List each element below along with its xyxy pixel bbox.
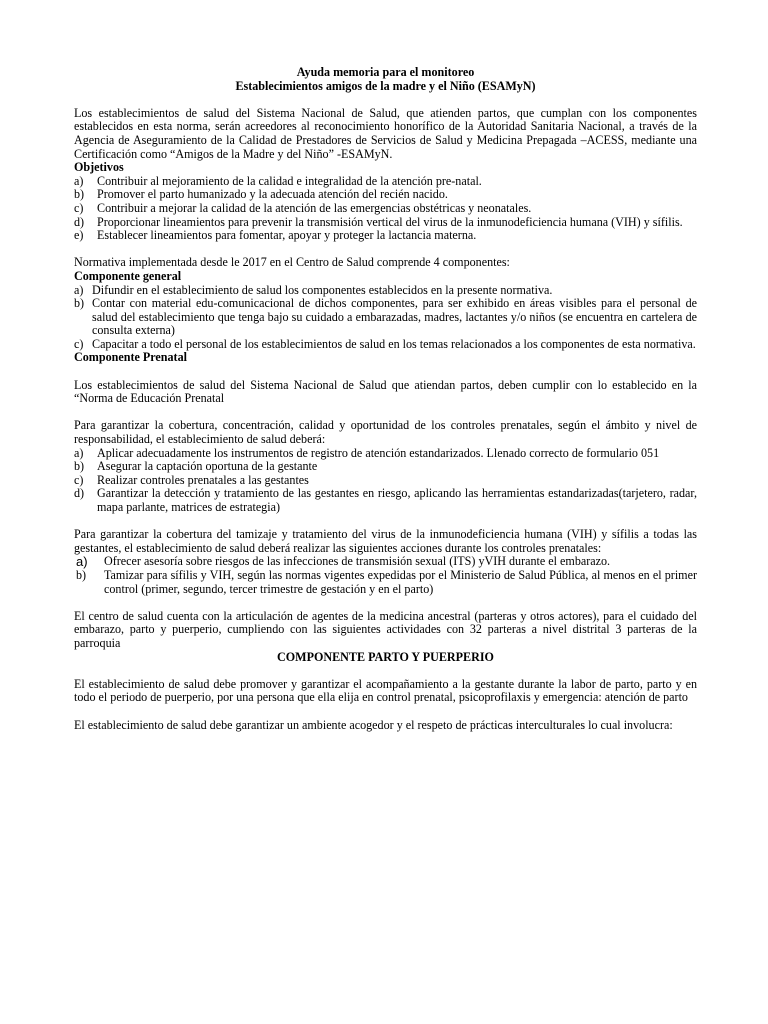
objetivos-list	[74, 175, 697, 243]
componente-parto-heading: COMPONENTE PARTO Y PUERPERIO	[277, 649, 494, 664]
list-item: e) Establecer lineamientos para fomentar, apoyar y proteger la lactancia materna.	[74, 228, 477, 243]
list-item: a) Aplicar adecuadamente los instrumentos de registro de atención estandarizados. Llenado correcto de formulario 051	[74, 445, 660, 460]
prenatal-vih-list	[74, 555, 697, 596]
prenatal-paragraph-3: Para garantizar la cobertura del tamizaje y tratamiento del virus de la inmunodeficiencia humana (VIH) y sífilis a todas las gestantes, el establecimiento de salud deberá realizar las siguientes acciones durante los controles prenatales:	[74, 527, 697, 555]
list-item: c) Realizar controles prenatales a las gestantes	[74, 472, 309, 487]
componente-general-heading: Componente general	[74, 268, 182, 283]
list-item: c) Contribuir a mejorar la calidad de la atención de las emergencias obstétricas y neonatales.	[74, 200, 532, 215]
list-item: b) Contar con material edu-comunicacional de dichos componentes, para ser exhibido en áreas visibles para el personal de salud del establecimiento que tenga bajo su cuidado a embarazadas, madres, lactantes y/o niños (se encuentra en cartelera de consulta externa)	[74, 296, 697, 338]
prenatal-paragraph-4: El centro de salud cuenta con la articulación de agentes de la medicina ancestral (parteras y otros actores), para el cuidado del embarazo, parto y puerperio, cumpliendo con las siguientes actividades con 32 parteras a nivel distrital 3 parteras de la parroquia	[74, 608, 697, 650]
doc-title-line2: Establecimientos amigos de la madre y el Niño (ESAMyN)	[235, 78, 536, 93]
prenatal-paragraph-2: Para garantizar la cobertura, concentración, calidad y oportunidad de los controles prenatales, según el ámbito y nivel de responsabilidad, el establecimiento de salud deberá:	[74, 418, 697, 447]
normativa-paragraph: Normativa implementada desde le 2017 en el Centro de Salud comprende 4 componentes:	[74, 255, 510, 270]
prenatal-list	[74, 447, 697, 515]
prenatal-paragraph-1: Los establecimientos de salud del Sistema Nacional de Salud que atiendan partos, deben cumplir con lo establecido en la “Norma de Educación Prenatal	[74, 377, 697, 406]
list-item: d) Garantizar la detección y tratamiento de las gestantes en riesgo, aplicando las herramientas estandarizadas(tarjetero, radar, mapa parlante, matrices de estrategia)	[74, 486, 697, 514]
list-item: a) Difundir en el establecimiento de salud los componentes establecidos en la presente normativa.	[74, 282, 553, 297]
objetivos-heading: Objetivos	[74, 160, 124, 175]
parto-paragraph-1: El establecimiento de salud debe promover y garantizar el acompañamiento a la gestante durante la labor de parto, parto y en todo el periodo de puerperio, por una persona que ella elija en control prenatal, psicoprofilaxis y emergencia: atención de parto	[74, 676, 697, 705]
list-item: c) Capacitar a todo el personal de los establecimientos de salud en los temas relacionados a los componentes de esta normativa.	[74, 336, 696, 351]
doc-title-line1: Ayuda memoria para el monitoreo	[296, 65, 475, 79]
list-item: d) Proporcionar lineamientos para prevenir la transmisión vertical del virus de la inmunodeficiencia humana (VIH) y sífilis.	[74, 214, 683, 229]
componente-prenatal-heading: Componente Prenatal	[74, 350, 187, 365]
parto-paragraph-2: El establecimiento de salud debe garantizar un ambiente acogedor y el respeto de prácticas interculturales lo cual involucra:	[74, 717, 673, 732]
list-item: b) Tamizar para sífilis y VIH, según las normas vigentes expedidas por el Ministerio de Salud Pública, al menos en el primer control (primer, segundo, tercer trimestre de gestación y en el parto)	[76, 567, 697, 596]
list-item: a) Ofrecer asesoría sobre riesgos de las infecciones de transmisión sexual (ITS) yVIH durante el embarazo.	[76, 554, 611, 570]
list-item: b) Asegurar la captación oportuna de la gestante	[74, 459, 318, 474]
list-item: b) Promover el parto humanizado y la adecuada atención del recién nacido.	[74, 187, 448, 202]
componente-general-list	[74, 284, 697, 352]
list-item: a) Contribuir al mejoramiento de la calidad e integralidad de la atención pre-natal.	[74, 173, 482, 188]
intro-paragraph: Los establecimientos de salud del Sistema Nacional de Salud, que atienden partos, que cumplan con los componentes establecidos en esta norma, serán acreedores al reconocimiento honorífico de la Autoridad Sanitaria Nacional, a través de la Agencia de Aseguramiento de la Calidad de Prestadores de Servicios de Salud y Medicina Prepagada –ACESS, mediante una Certificación como “Amigos de la Madre y del Niño” -ESAMyN.	[74, 105, 697, 161]
